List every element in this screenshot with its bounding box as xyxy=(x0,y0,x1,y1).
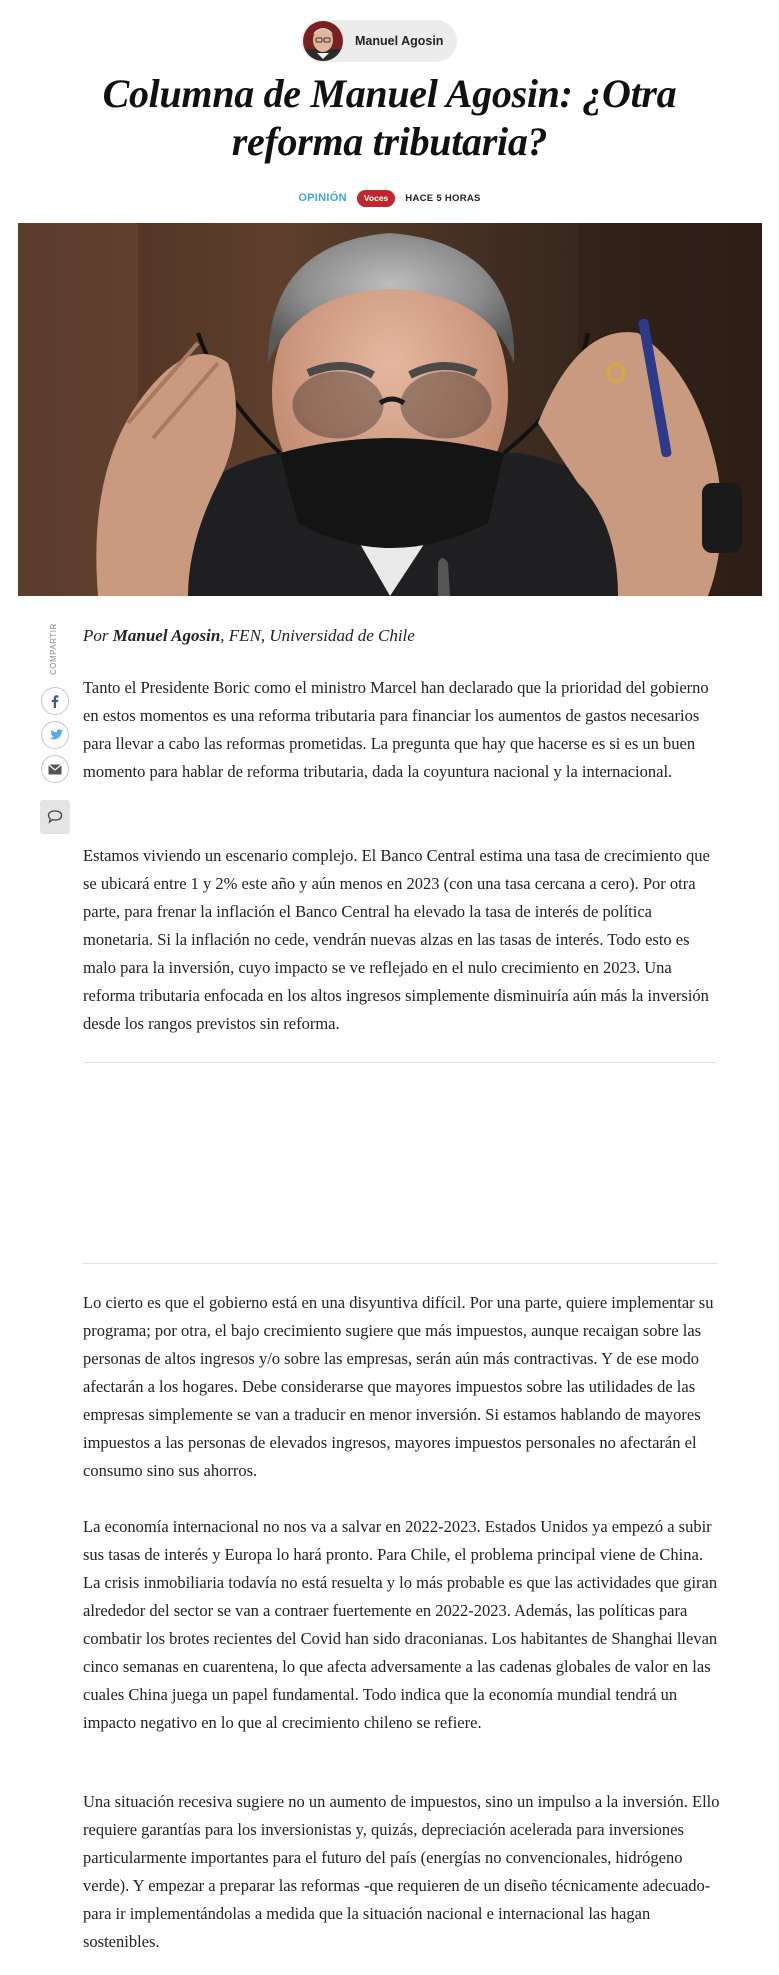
article-paragraph: Tanto el Presidente Boric como el ministro Marcel han declarado que la prioridad del gobierno en estos momentos es una reforma tributaria para financiar los aumentos de gastos necesarios para llevar a cabo las reformas prometidas. La pregunta que hay que hacerse es si es un buen momento para hablar de reforma tributaria, dada la coyuntura nacional y la internacional. xyxy=(83,678,709,781)
share-label: COMPARTIR xyxy=(49,623,58,675)
article-paragraph: Una situación recesiva sugiere no un aumento de impuestos, sino un impulso a la inversión. Ello requiere garantías para los inversionistas y, quizás, depreciación acelerada para inversiones particularmente importantes para el futuro del país (energías no convencionales, hidrógeno verde). Y empezar a preparar las reformas -que requieren de un diseño técnicamente adecuado- para ir implementándolas a medida que la situación nacional e internacional las hagan sostenibles. xyxy=(83,1792,720,1951)
facebook-icon xyxy=(48,694,62,708)
twitter-share-button[interactable] xyxy=(41,721,69,749)
hero-image xyxy=(18,223,762,596)
ad-divider-top xyxy=(83,1062,717,1063)
author-name: Manuel Agosin xyxy=(355,34,444,48)
author-avatar xyxy=(303,21,343,61)
publish-time: HACE 5 HORAS xyxy=(405,192,481,204)
byline-author[interactable]: Manuel Agosin xyxy=(112,626,221,645)
comments-button[interactable] xyxy=(40,800,70,834)
byline xyxy=(83,626,723,646)
article-paragraph: Estamos viviendo un escenario complejo. El Banco Central estima una tasa de crecimiento que se ubicará entre 1 y 2% este año y aún menos en 2023 (con una tasa cercana a cero). Por otra parte, para frenar la inflación el Banco Central ha elevado la tasa de interés de política monetaria. Si la inflación no cede, vendrán nuevas alzas en las tasas de interés. Todo esto es malo para la inversión, cuyo impacto se ve reflejado en el nulo crecimiento en 2023. Una reforma tributaria enfocada en los altos ingresos simplemente disminuiría aún más la inversión desde los rangos previstos sin reforma. xyxy=(83,846,710,1033)
mail-icon xyxy=(48,764,62,775)
byline-affiliation: , FEN, Universidad de Chile xyxy=(220,626,415,645)
twitter-icon xyxy=(48,729,63,742)
section-link[interactable]: OPINIÓN xyxy=(298,192,347,204)
facebook-share-button[interactable] xyxy=(41,687,69,715)
byline-prefix: Por xyxy=(83,626,109,645)
ad-divider-bottom xyxy=(83,1263,717,1264)
author-chip[interactable] xyxy=(301,20,457,62)
comment-icon xyxy=(47,810,63,824)
article-paragraph: Lo cierto es que el gobierno está en una disyuntiva difícil. Por una parte, quiere implementar su programa; por otra, el bajo crecimiento sugiere que más impuestos, aunque recaigan sobre las personas de altos ingresos y/o sobre las empresas, serán aún más contractivas. Y de ese modo afectarán a los hogares. Debe considerarse que mayores impuestos sobre las utilidades de las empresas simplemente se van a traducir en menor inversión. Si estamos hablando de mayores impuestos a las personas de elevados ingresos, mayores impuestos personales no afectarán el consumo sino sus ahorros. xyxy=(83,1293,714,1480)
article-meta xyxy=(0,188,779,208)
email-share-button[interactable] xyxy=(41,755,69,783)
article-paragraph: La economía internacional no nos va a salvar en 2022-2023. Estados Unidos ya empezó a subir sus tasas de interés y Europa lo hará pronto. Para Chile, el problema principal viene de China. La crisis inmobiliaria todavía no está resuelta y lo más probable es que las actividades que giran alrededor del sector se van a contraer fuertemente en 2022-2023. Además, las políticas para combatir los brotes recientes del Covid han sido draconianas. Los habitantes de Shanghai llevan cinco semanas en cuarentena, lo que afecta adversamente a las cadenas globales de valor en las cuales China juega un papel fundamental. Todo indica que la economía mundial tendrá un impacto negativo en lo que al crecimiento chileno se refiere. xyxy=(83,1517,718,1732)
voces-badge[interactable]: Voces xyxy=(357,190,395,207)
article-headline: Columna de Manuel Agosin: ¿Otra reforma tributaria? xyxy=(102,71,677,164)
